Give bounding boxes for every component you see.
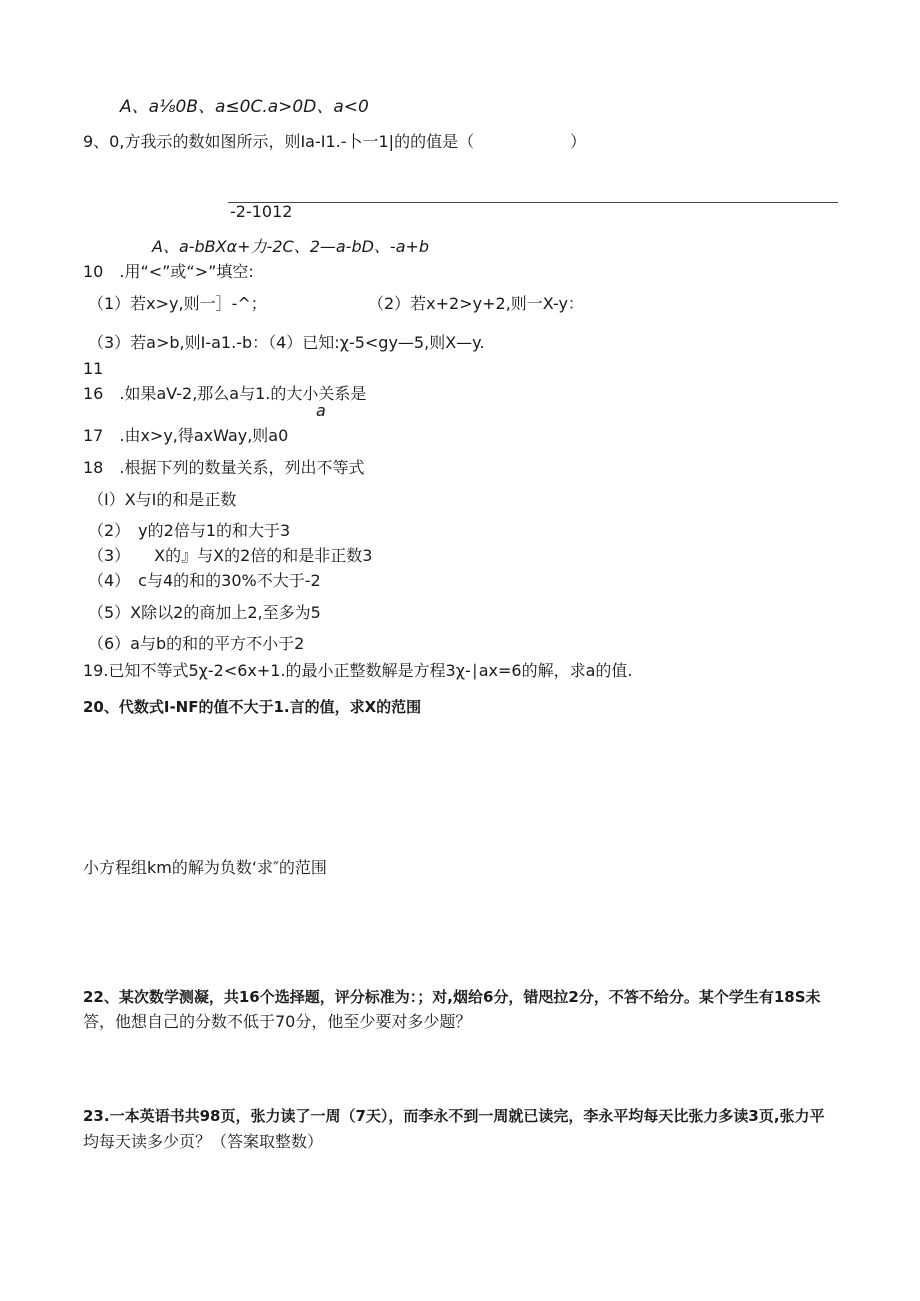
q18-part5: （5）X除以2的商加上2,至多为5 xyxy=(88,603,321,622)
q18-part3: （3） X的』与X的2倍的和是非正数3 xyxy=(88,546,373,565)
q22-stem-line2: 答，他想自己的分数不低于70分，他至少要对多少题？ xyxy=(83,1012,472,1031)
q19-stem: 19.已知不等式5χ-2<6x+1.的最小正整数解是方程3χ-∣ax=6的解，求a的值. xyxy=(83,661,633,680)
q23-stem-line1: 23.一本英语书共98页，张力读了一周（7天），而李永不到一周就已读完，李永平均每天比张力多读3页,张力平 xyxy=(83,1107,825,1125)
q22-stem-line1: 22、某次数学测凝，共16个选择题，评分标准为：；对,烟给6分，错咫拉2分，不答不给分。某个学生有18S未 xyxy=(83,988,821,1006)
number-line-ticks: -2-1012 xyxy=(230,202,293,221)
q21-stem: 小方程组km的解为负数‘求″的范围 xyxy=(83,858,327,877)
q23-stem-line2: 均每天读多少页？（答案取整数） xyxy=(83,1132,324,1151)
q18-stem: 18 .根据下列的数量关系，列出不等式 xyxy=(83,458,365,477)
q18-part6: （6）a与b的和的平方不小于2 xyxy=(88,634,305,653)
q16-fraction-denominator: a xyxy=(316,401,326,420)
q10-stem: 10 .用“<”或“>”填空: xyxy=(83,262,254,281)
q10-part2: （2）若x+2>y+2,则一X-y： xyxy=(368,294,584,313)
q10-part3-4: （3）若a>b,则I-a1.-b：（4）已知:χ-5<gy—5,则X—y. xyxy=(88,333,485,352)
q16-stem: 16 .如果aV-2,那么a与1.的大小关系是 xyxy=(83,384,367,403)
q17-stem: 17 .由x>y,得axWay,则a0 xyxy=(83,426,289,445)
q18-part2: （2） y的2倍与1的和大于3 xyxy=(88,521,291,540)
q20-stem: 20、代数式I-NF的值不大于1.言的值，求X的范围 xyxy=(83,698,422,716)
q11-number: 11 xyxy=(83,359,104,378)
q18-part1: （I）X与I的和是正数 xyxy=(88,490,237,509)
q18-part4: （4） c与4的和的30%不大于-2 xyxy=(88,571,321,590)
number-line xyxy=(228,202,838,203)
q9-options: A、a-bBXα+力-2C、2—a-bD、-a+b xyxy=(152,237,430,256)
q8-options: A、a⅛0B、a≤0C.a>0D、a<0 xyxy=(120,97,369,117)
q9-stem: 9、0,方我示的数如图所示，则Ia-I1.-卜一1|的的值是（ ） xyxy=(83,132,587,151)
q10-part1: （1）若x>y,则一］-^； xyxy=(88,294,267,313)
